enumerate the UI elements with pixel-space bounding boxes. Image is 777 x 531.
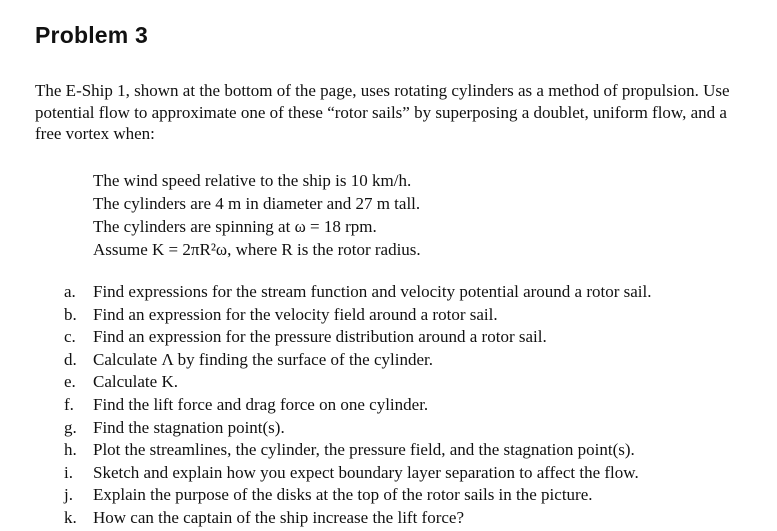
part-item — [64, 304, 764, 327]
part-letter: c. — [64, 327, 76, 347]
parts-list — [64, 281, 764, 530]
part-text: Plot the streamlines, the cylinder, the pressure field, and the stagnation point(s). — [93, 440, 635, 460]
part-letter: b. — [64, 304, 77, 324]
part-item — [64, 484, 764, 507]
part-text: Sketch and explain how you expect boundary layer separation to affect the flow. — [93, 462, 639, 482]
page-title: Problem 3 — [35, 22, 149, 48]
part-letter: g. — [64, 417, 77, 437]
part-item — [64, 349, 764, 372]
part-item — [64, 326, 764, 349]
given-wind-speed: The wind speed relative to the ship is 10 km/h. — [93, 171, 412, 190]
part-item — [64, 462, 764, 485]
givens-list — [93, 169, 421, 261]
part-letter: f. — [64, 394, 74, 414]
part-item — [64, 394, 764, 417]
part-letter: e. — [64, 372, 76, 392]
given-spin-rate: The cylinders are spinning at ω = 18 rpm. — [93, 217, 377, 236]
part-letter: j. — [64, 485, 73, 505]
part-text: Explain the purpose of the disks at the top of the rotor sails in the picture. — [93, 485, 593, 505]
given-cylinder-size: The cylinders are 4 m in diameter and 27 m tall. — [93, 194, 421, 213]
problem-intro: The E-Ship 1, shown at the bottom of the page, uses rotating cylinders as a method of propulsion. Use potential flow to approximate one of these “rotor sails” by superposing a doublet, uniform flow, and a free vortex when: — [35, 81, 730, 143]
part-letter: h. — [64, 440, 77, 460]
part-text: Calculate Λ by finding the surface of the cylinder. — [93, 349, 433, 369]
part-item — [64, 371, 764, 394]
part-item — [64, 281, 764, 304]
part-letter: d. — [64, 349, 77, 369]
part-text: Find expressions for the stream function and velocity potential around a rotor sail. — [93, 282, 652, 301]
part-item — [64, 439, 764, 462]
part-letter: a. — [64, 282, 76, 301]
part-letter: k. — [64, 507, 77, 527]
part-item — [64, 417, 764, 440]
part-text: Calculate K. — [93, 372, 178, 392]
given-k-assumption: Assume K = 2πR²ω, where R is the rotor radius. — [93, 240, 421, 259]
part-text: How can the captain of the ship increase the lift force? — [93, 507, 465, 527]
part-item — [64, 507, 764, 530]
part-text: Find an expression for the velocity field around a rotor sail. — [93, 304, 498, 324]
part-letter: i. — [64, 462, 73, 482]
part-text: Find the stagnation point(s). — [93, 417, 285, 437]
part-text: Find the lift force and drag force on one cylinder. — [93, 394, 429, 414]
part-text: Find an expression for the pressure distribution around a rotor sail. — [93, 327, 547, 347]
